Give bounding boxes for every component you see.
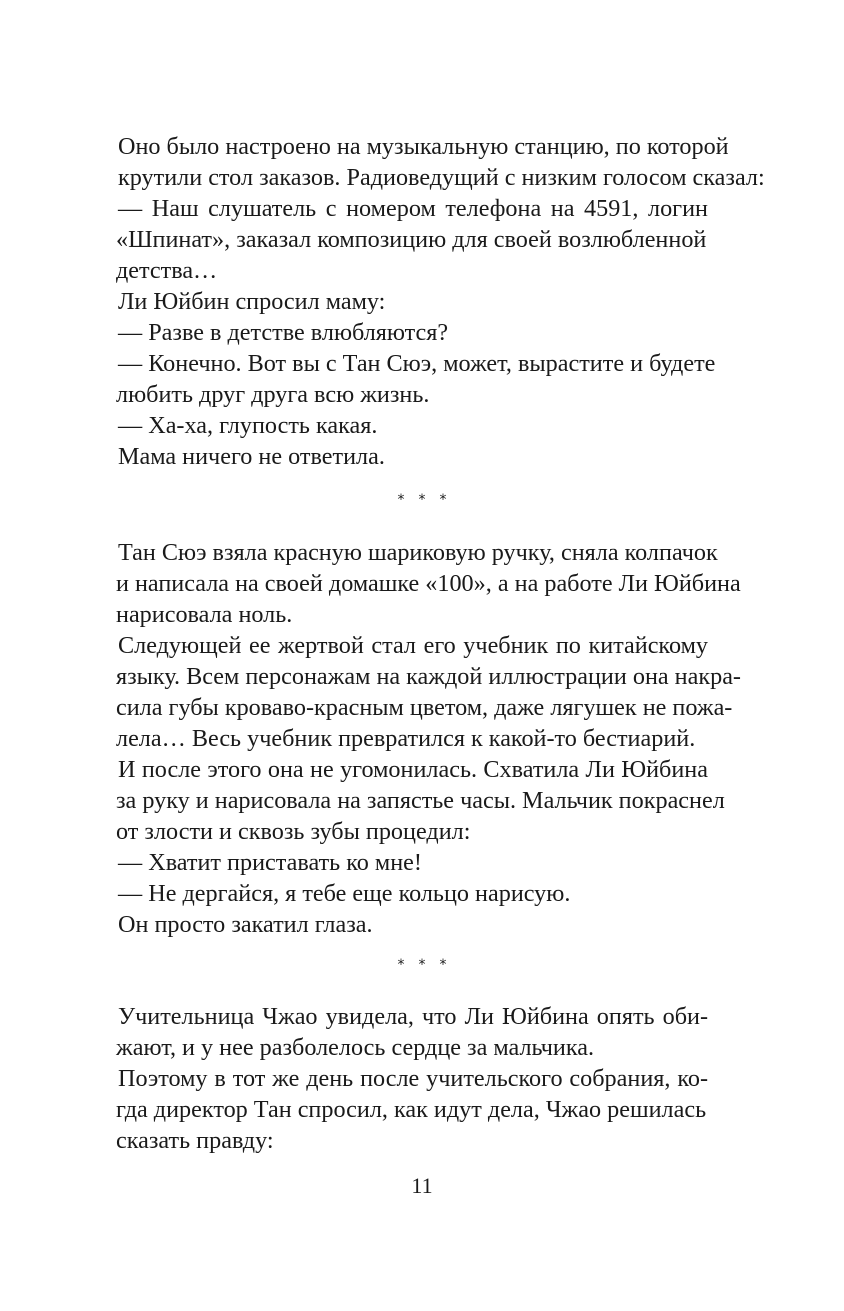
text-block-first	[116, 131, 765, 472]
asterisk-glyph: *	[397, 957, 405, 973]
page-number: 11	[411, 1173, 433, 1198]
text-line: И после этого она не угомонилась. Схватила Ли Юйбина	[118, 756, 708, 783]
text-line: — Хватит приставать ко мне!	[118, 849, 422, 876]
text-line: и написала на своей домашке «100», а на работе Ли Юйбина	[116, 570, 741, 597]
text-line: Тан Сюэ взяла красную шариковую ручку, сняла колпачок	[118, 539, 718, 566]
text-line: Следующей ее жертвой стал его учебник по китайскому	[118, 632, 708, 659]
text-block-third	[118, 1001, 708, 1156]
text-line: Поэтому в тот же день после учительского собрания, ко-	[118, 1065, 708, 1092]
asterisk-glyph: *	[439, 957, 447, 973]
text-line: Мама ничего не ответила.	[118, 443, 385, 470]
text-line: Оно было настроено на музыкальную станцию, по которой	[118, 133, 729, 160]
text-block-second	[116, 537, 741, 940]
text-line: — Ха-ха, глупость какая.	[118, 412, 378, 439]
text-line: гда директор Тан спросил, как идут дела, Чжао решилась	[116, 1096, 707, 1123]
scene-break-second	[0, 955, 844, 975]
text-line: Ли Юйбин спросил маму:	[118, 288, 386, 315]
text-line: лела… Весь учебник превратился к какой-то бестиарий.	[116, 725, 696, 752]
text-line: жают, и у нее разболелось сердце за мальчика.	[116, 1034, 595, 1061]
text-line: от злости и сквозь зубы процедил:	[116, 818, 471, 845]
text-line: — Разве в детстве влюбляются?	[118, 319, 449, 346]
text-line: за руку и нарисовала на запястье часы. Мальчик покраснел	[116, 787, 725, 814]
text-line: Он просто закатил глаза.	[118, 911, 373, 938]
text-line: детства…	[116, 257, 218, 284]
text-line: языку. Всем персонажам на каждой иллюстрации она накра-	[116, 663, 741, 690]
text-line: сила губы кроваво-красным цветом, даже лягушек не пожа-	[116, 694, 733, 721]
asterisk-glyph: *	[418, 492, 426, 508]
scene-break-first	[0, 490, 844, 510]
text-line: любить друг друга всю жизнь.	[116, 381, 430, 408]
asterisk-glyph: *	[418, 957, 426, 973]
text-line: — Конечно. Вот вы с Тан Сюэ, может, вырастите и будете	[118, 350, 716, 377]
asterisk-glyph: *	[397, 492, 405, 508]
text-line: «Шпинат», заказал композицию для своей возлюбленной	[116, 226, 707, 253]
asterisk-glyph: *	[439, 492, 447, 508]
text-line: нарисовала ноль.	[116, 601, 293, 628]
text-line: крутили стол заказов. Радиоведущий с низким голосом сказал:	[118, 164, 765, 191]
text-line: — Наш слушатель с номером телефона на 4591, логин	[118, 195, 708, 222]
text-line: сказать правду:	[116, 1127, 274, 1154]
text-line: — Не дергайся, я тебе еще кольцо нарисую.	[118, 880, 571, 907]
text-line: Учительница Чжао увидела, что Ли Юйбина опять оби-	[118, 1003, 708, 1030]
